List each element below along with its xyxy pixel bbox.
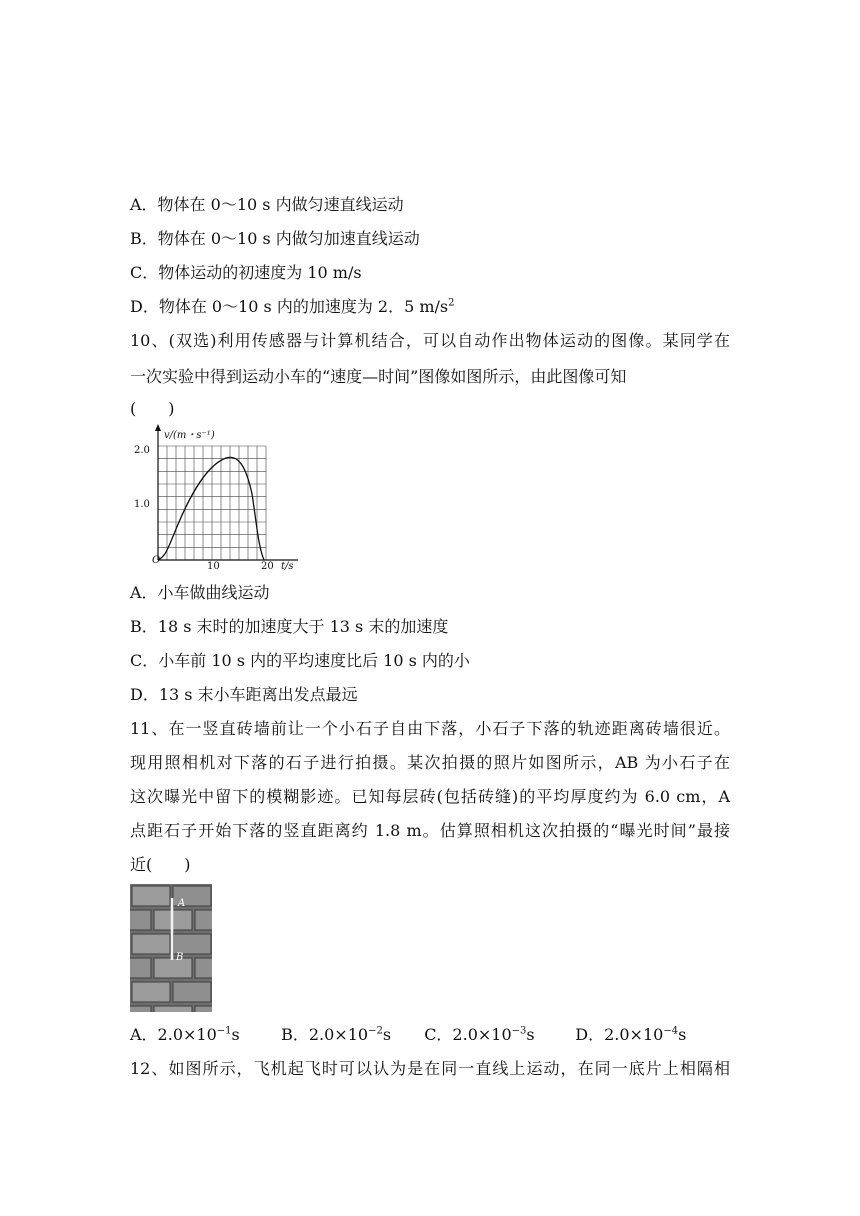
q10-stem-line2: 一次实验中得到运动小车的“速度—时间”图像如图所示，由此图像可知 [130,367,627,386]
q11-options [130,1024,686,1046]
q10-bracket: ( ) [130,399,175,418]
brick [132,886,170,906]
q11-option-b: B．$2.0\times 10^{-2}s$ [281,1025,392,1044]
q11-stem-line3: 这次曝光中留下的模糊影迹。已知每层砖(包括砖缝)的平均厚度约为 6.0 cm，A [130,787,730,806]
brick [195,910,212,930]
x-tick-20: 20 [261,561,274,572]
q11-stem-line1: 11、在一竖直砖墙前让一个小石子自由下落，小石子下落的轨迹距离砖墙很近。 [130,719,730,738]
brick [132,982,170,1002]
q11-option-d: D．$2.0\times 10^{-4}s$ [575,1025,687,1044]
q11-stem-line2: 现用照相机对下落的石子进行拍摄。某次拍摄的照片如图所示，AB 为小石子在 [130,753,730,772]
brick [154,1006,192,1012]
q9-option-d-sup: 2 [448,297,455,309]
q11-option-a: A．$2.0\times 10^{-1}s$ [130,1025,240,1044]
brick [130,910,151,930]
q9-option-a: A．物体在 0～10 s 内做匀速直线运动 [130,195,404,214]
brick [173,934,211,954]
brick [195,1006,212,1012]
label-a: A [178,898,186,909]
brick-wall-photo [130,884,212,1012]
q10-option-c: C．小车前 10 s 内的平均速度比后 10 s 内的小 [130,651,470,670]
q10-stem-line1: 10、(双选)利用传感器与计算机结合，可以自动作出物体运动的图像。某同学在 [130,331,730,350]
q11-stem-line5: 近( ) [130,855,191,874]
q10-option-d: D．13 s 末小车距离出发点最远 [130,685,358,704]
velocity-time-graph [130,422,300,572]
brick [130,1006,151,1012]
q9-option-b: B．物体在 0～10 s 内做匀加速直线运动 [130,229,420,248]
origin-label: O [152,555,161,566]
x-tick-10: 10 [207,561,220,572]
y-tick-2: 2.0 [134,445,150,456]
q10-option-b: B．18 s 末时的加速度大于 13 s 末的加速度 [130,617,449,636]
brick [154,958,192,978]
q10-option-a: A．小车做曲线运动 [130,583,270,602]
q9-option-d-text: D．物体在 0～10 s 内的加速度为 2．5 m/s [130,297,449,316]
q11-option-c: C．$2.0\times 10^{-3}s$ [424,1025,535,1044]
brick [173,982,211,1002]
brick [132,934,170,954]
y-tick-1: 1.0 [134,499,150,510]
q12-stem-line1: 12、如图所示，飞机起飞时可以认为是在同一直线上运动，在同一底片上相隔相 [130,1059,730,1078]
y-axis-arrow [155,424,161,431]
brick [195,958,212,978]
brick [130,958,151,978]
q9-option-d [130,296,455,318]
label-b: B [176,952,184,963]
graph-grid [158,446,266,560]
x-axis-label: t/s [281,561,294,572]
q9-option-c: C．物体运动的初速度为 10 m/s [130,263,362,282]
y-axis-label: v/(m・s⁻¹) [164,430,215,441]
q11-stem-line4: 点距石子开始下落的竖直距离约 1.8 m。估算照相机这次拍摄的“曝光时间”最接 [130,821,730,840]
